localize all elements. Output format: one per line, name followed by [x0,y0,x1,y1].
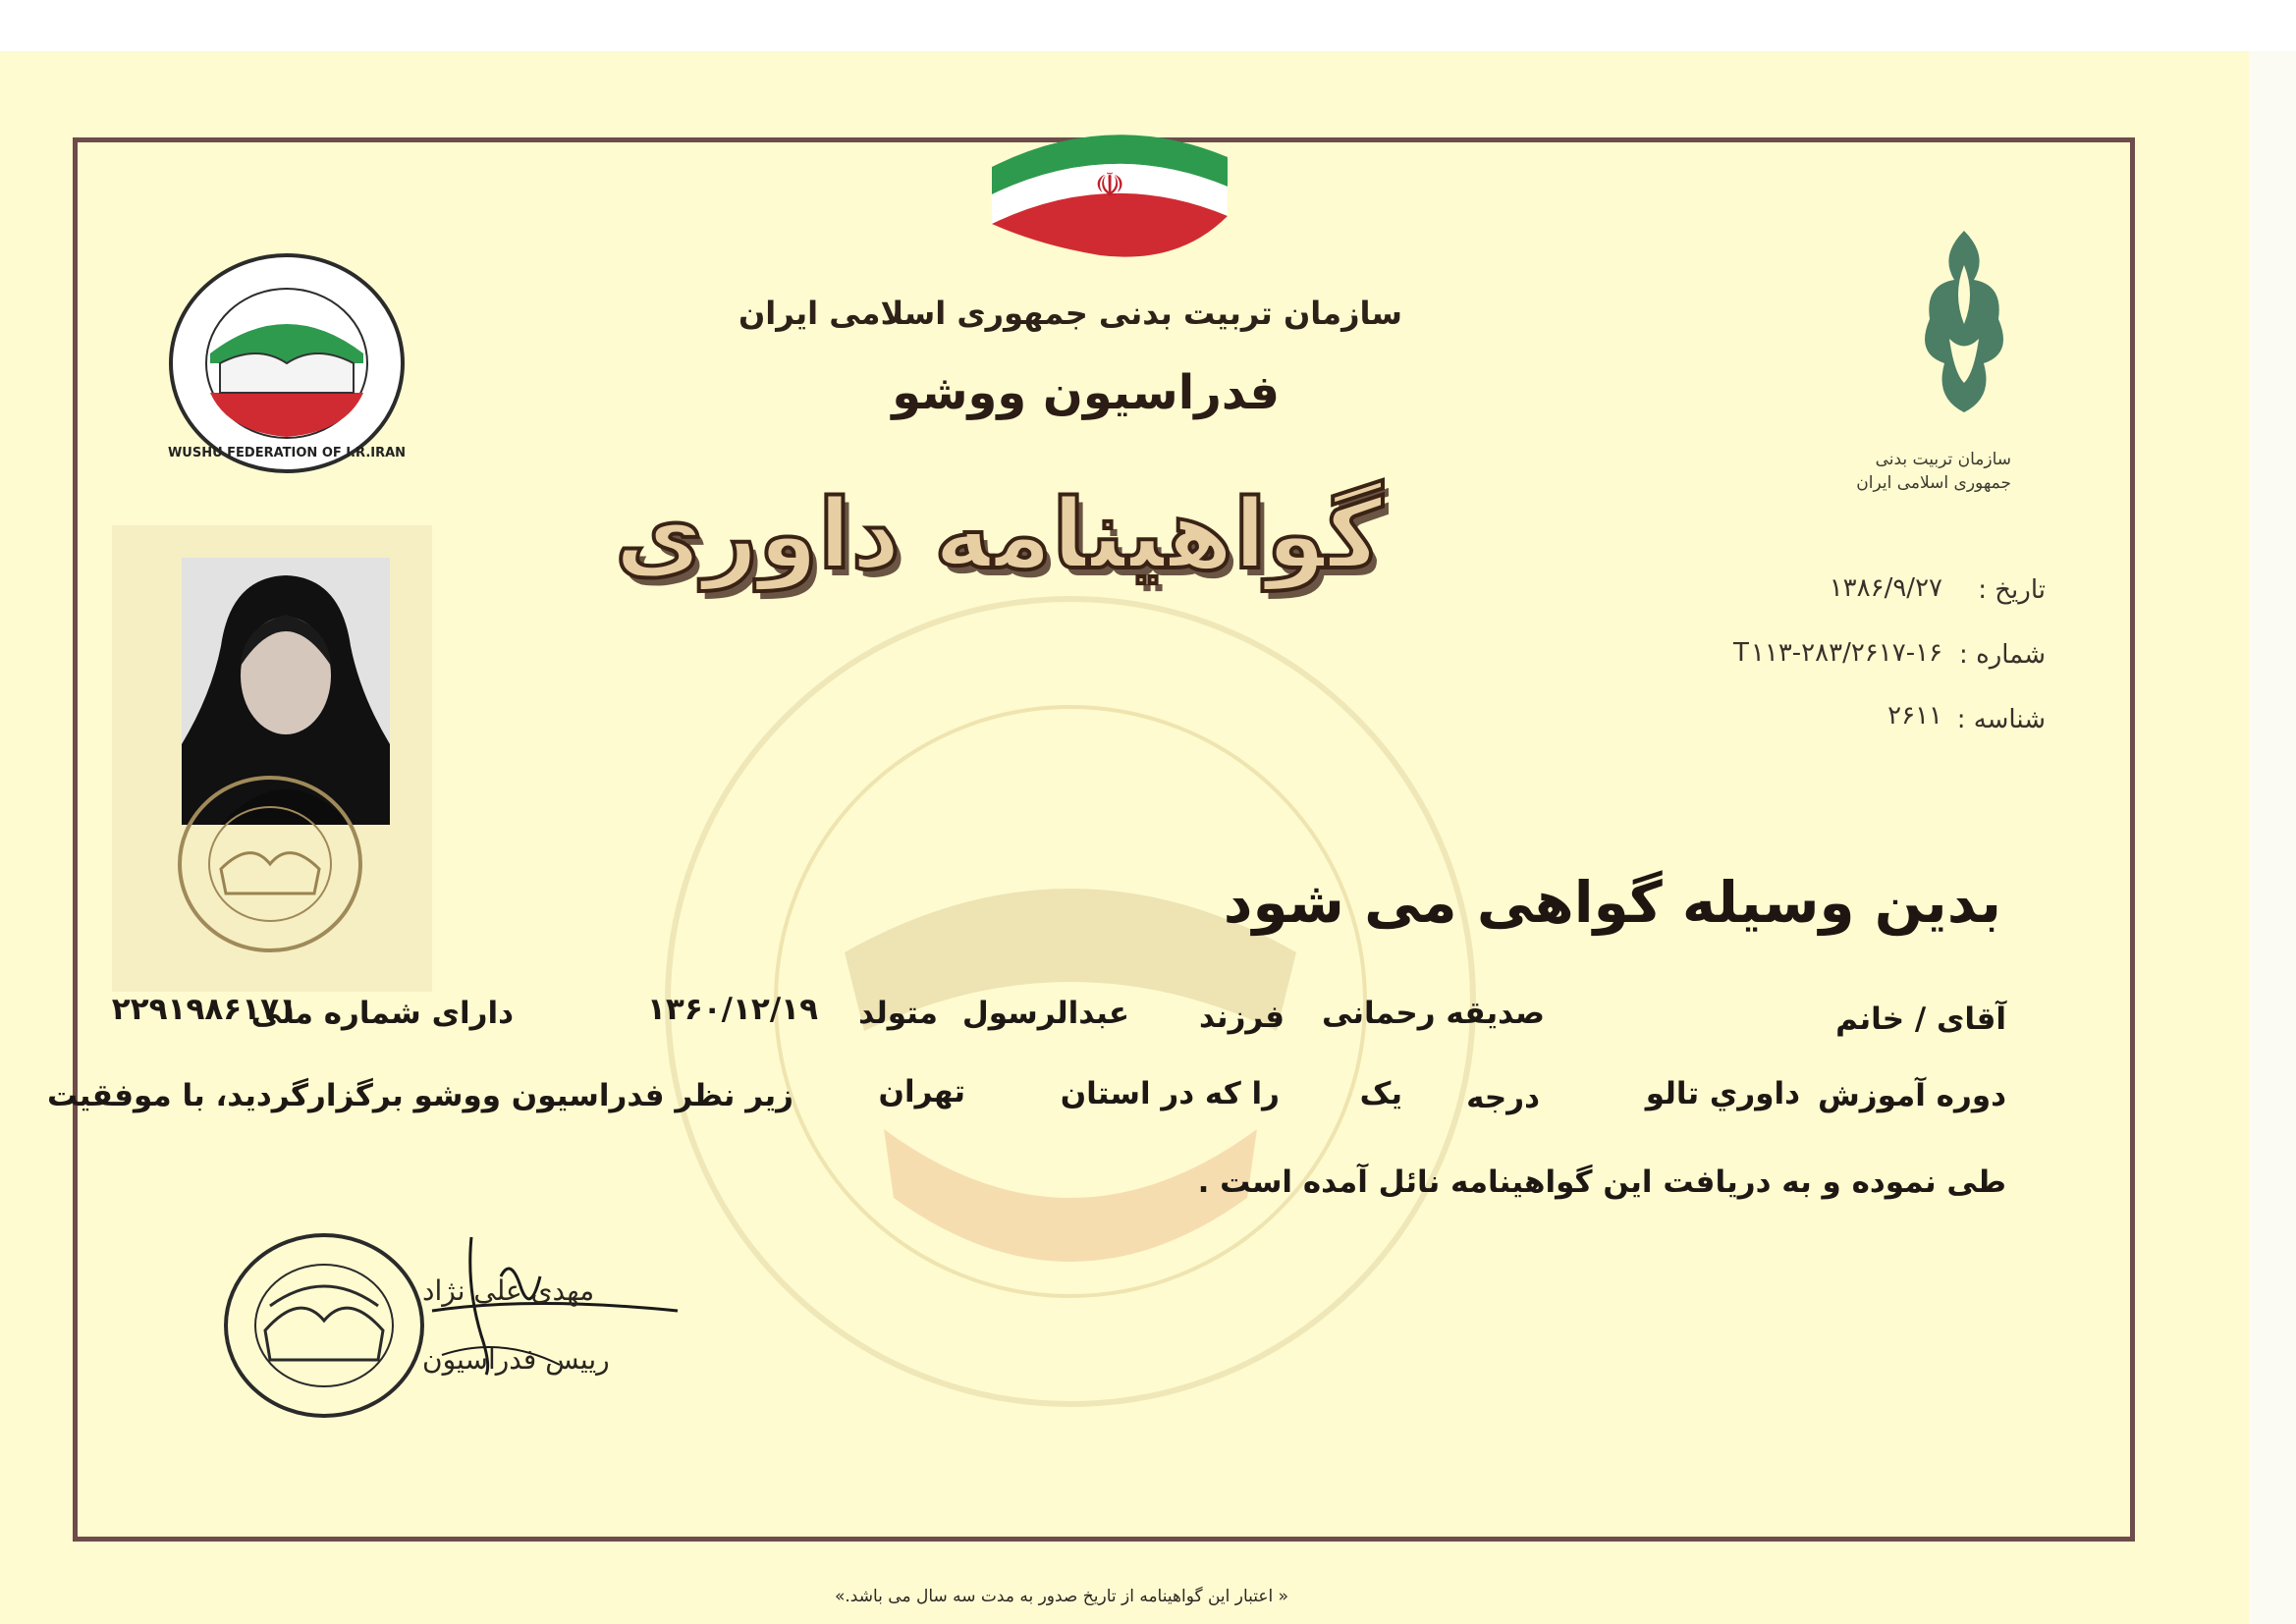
id-label: شناسه : [1956,705,2046,734]
photo-stamp [167,766,373,962]
course-name: داوري تالو [1645,1076,1800,1111]
in-province-label: را که در استان [1060,1076,1280,1111]
certificate-title: گواهینامه داوری [614,479,1383,591]
birth-date: ۱۳۶۰/۱۲/۱۹ [646,992,818,1027]
date-label: تاریخ : [1978,575,2046,605]
svg-text:WUSHU FEDERATION OF I.R.IRAN: WUSHU FEDERATION OF I.R.IRAN [167,446,407,460]
father-name: عبدالرسول [961,996,1129,1031]
course-label: دوره آموزش [1818,1078,2006,1113]
id-value: ۲۶۱۱ [1887,701,1942,731]
national-id: ۲۲۹۱۹۸۶۱۷۱ [111,992,298,1027]
signatory-title: رییس فدراسیون [422,1343,610,1376]
degree-label: درجه [1466,1080,1540,1115]
recipient-name: صدیقه رحمانی [1321,996,1545,1031]
right-logo-line1: سازمان تربیت بدنی [1875,450,2011,469]
signature-stamp [211,1222,437,1429]
right-logo-line2: جمهوری اسلامی ایران [1856,473,2011,493]
under-supervision-text: زیر نظر فدراسیون ووشو برگزارگردید، با موفقیت [46,1078,793,1113]
child-of-label: فرزند [1199,1000,1285,1035]
scan-margin [0,0,2296,51]
federation-name: فدراسیون ووشو [892,365,1280,420]
number-label: شماره : [1959,640,2046,670]
validity-note: « اعتبار این گواهینامه از تاریخ صدور به مدت سه سال می باشد.» [835,1587,1289,1606]
signatory-name: مهدی علی نژاد [422,1274,595,1307]
number-value: T۱۱۳-۲۸۳/۲۶۱۷-۱۶ [1733,638,1942,668]
wushu-federation-logo [159,245,414,481]
national-id-label: دارای شماره ملی [250,996,514,1031]
svg-text:☫: ☫ [1094,166,1125,205]
hereby-statement: بدین وسیله گواهی می شود [1223,869,2001,936]
completion-statement: طی نموده و به دریافت این گواهینامه نائل آمده است . [1197,1164,2006,1200]
date-value: ۱۳۸۶/۹/۲۷ [1829,573,1942,603]
physical-education-org-logo [1905,226,2023,422]
province-name: تهران [878,1074,965,1110]
organization-name: سازمان تربیت بدنی جمهوری اسلامی ایران [738,295,1402,332]
iran-flag-emblem [982,98,1237,265]
degree-value: یک [1359,1076,1402,1111]
born-label: متولد [858,996,938,1031]
mr-mrs-label: آقای / خانم [1835,1001,2006,1037]
